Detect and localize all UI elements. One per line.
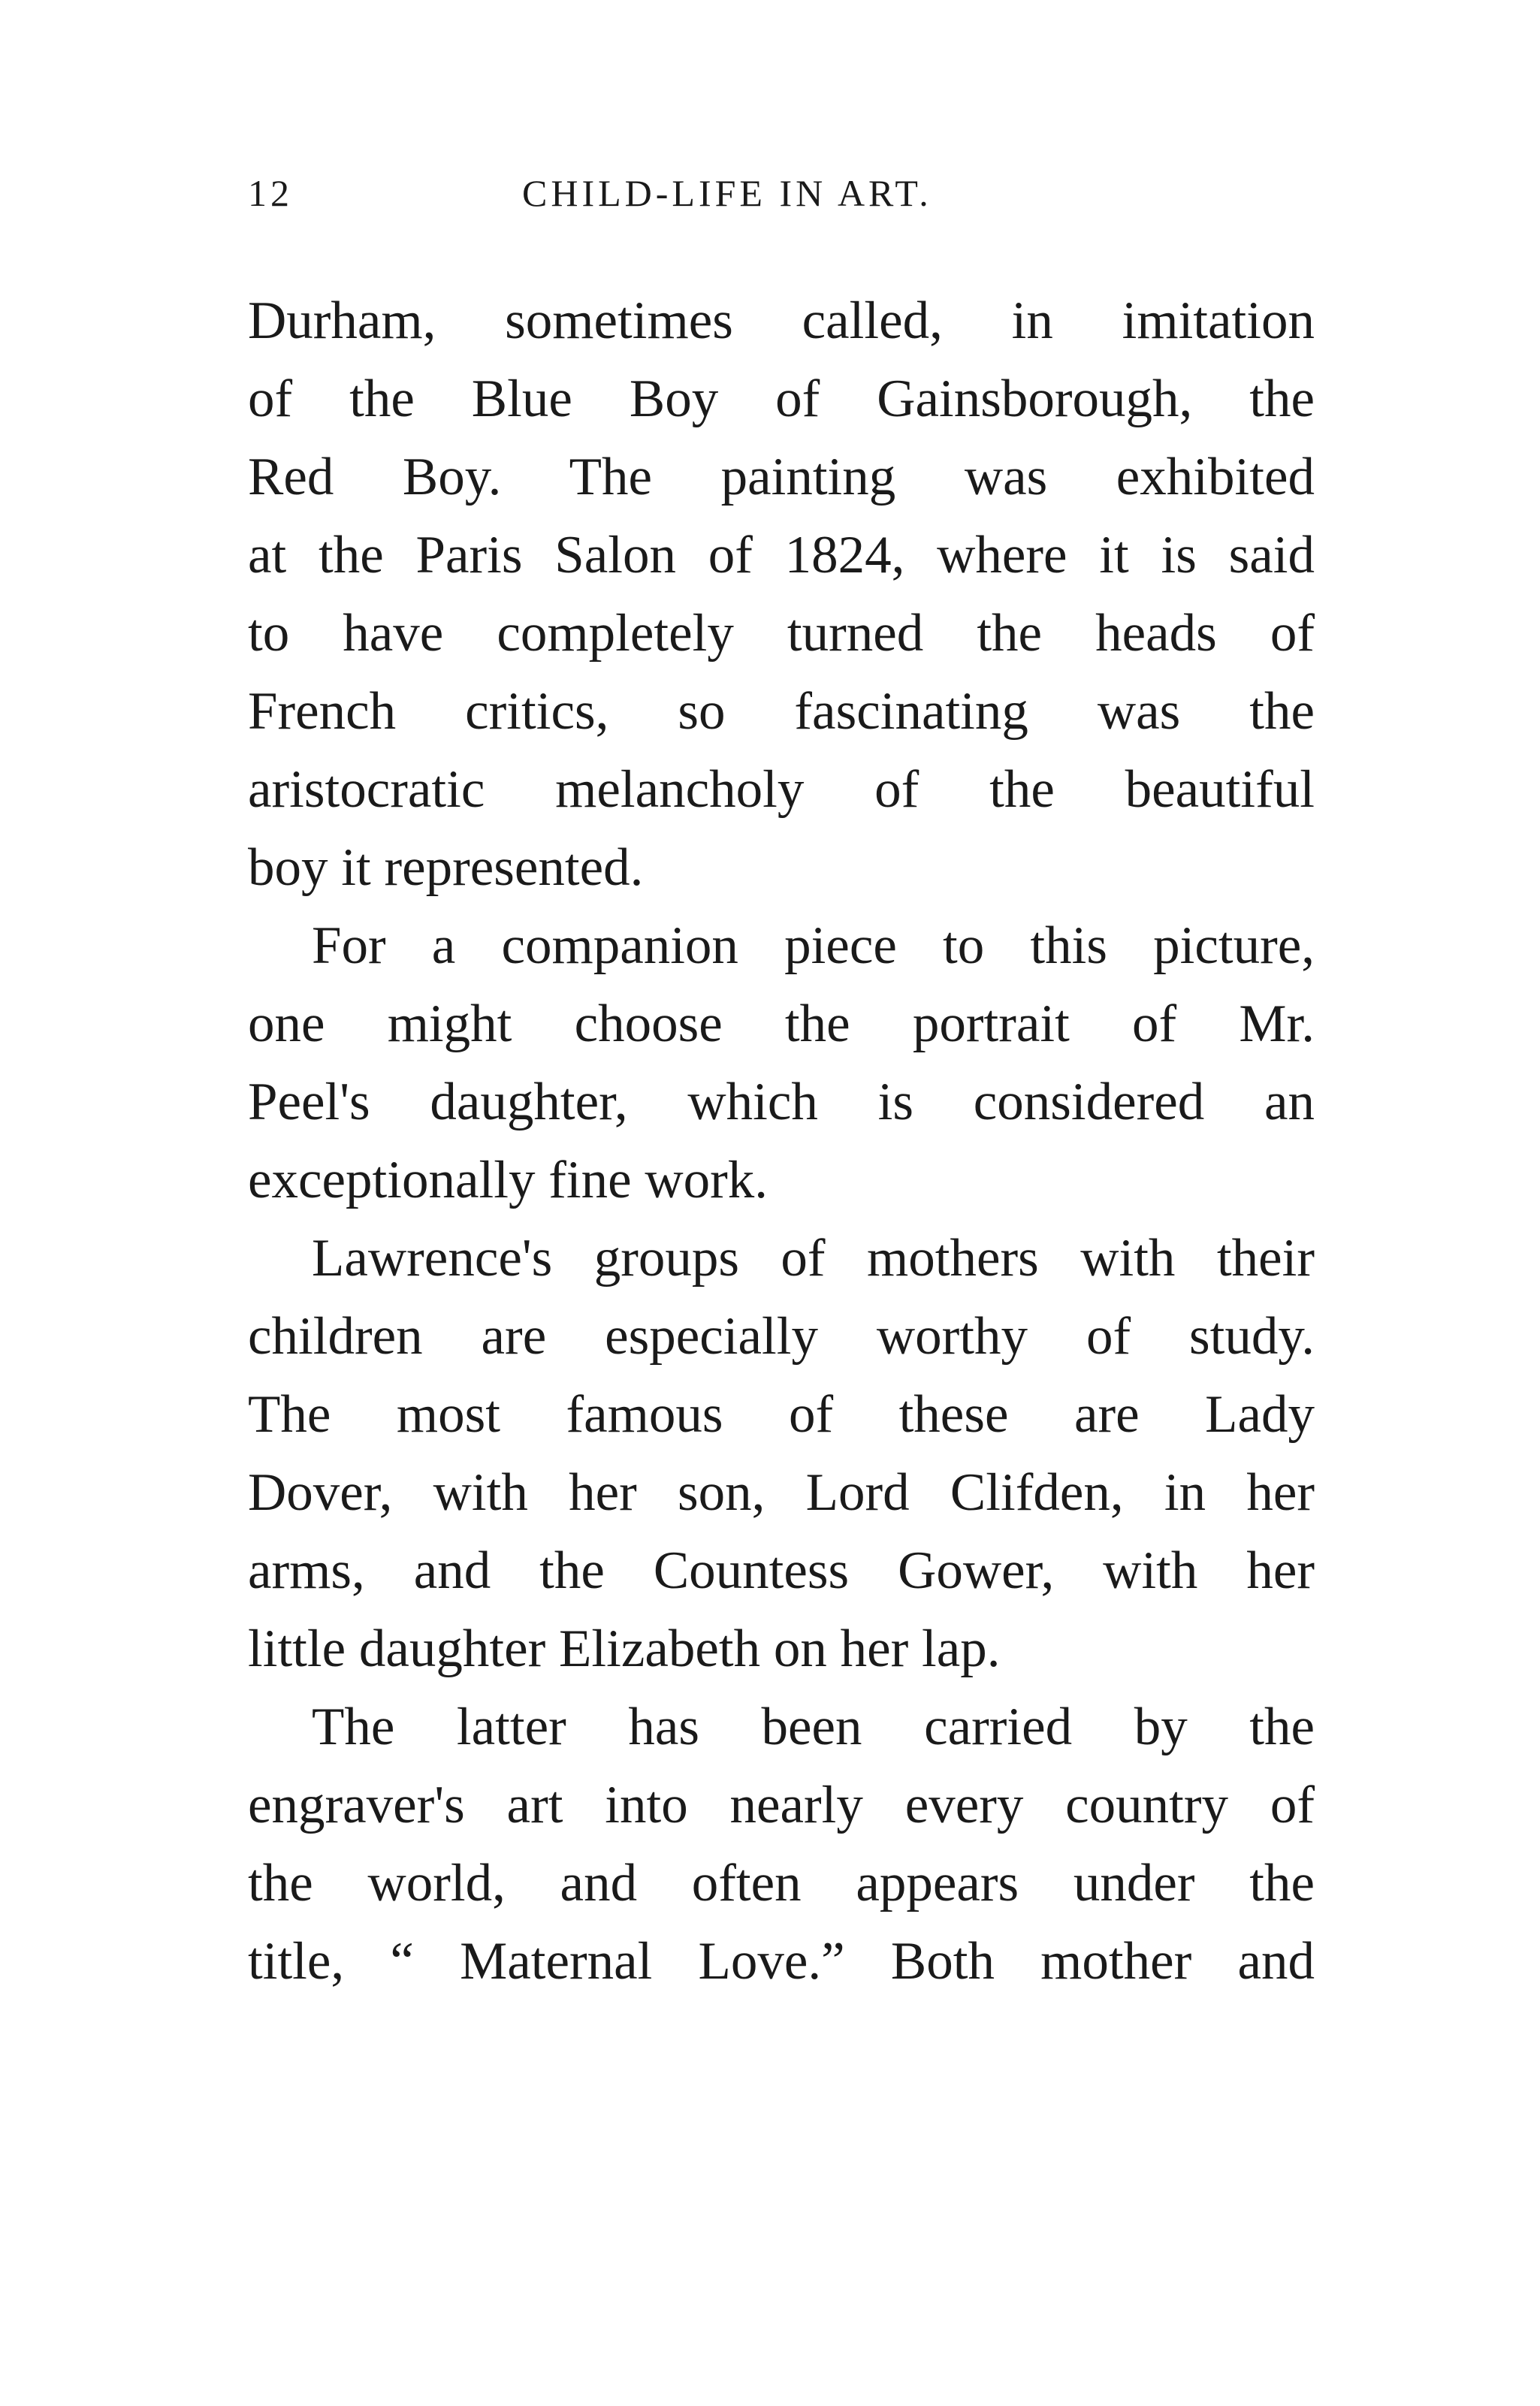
- running-title: CHILD-LIFE IN ART.: [522, 172, 932, 214]
- text-line: The most famous of these are Lady: [248, 1385, 1315, 1444]
- text-line: For a companion piece to this picture,: [312, 916, 1315, 975]
- text-line: Peel's daughter, which is considered an: [248, 1073, 1315, 1131]
- text-line: engraver's art into nearly every country of: [248, 1776, 1315, 1834]
- text-line: Lawrence's groups of mothers with their: [312, 1229, 1315, 1288]
- paragraph: [248, 282, 1315, 907]
- text-line: at the Paris Salon of 1824, where it is said: [248, 526, 1315, 584]
- paragraph: [248, 907, 1315, 1219]
- text-line: boy it represented.: [248, 838, 644, 897]
- text-line: French critics, so fascinating was the: [248, 682, 1315, 741]
- text-line: Dover, with her son, Lord Clifden, in her: [248, 1463, 1315, 1522]
- running-head: [248, 171, 1315, 224]
- text-line: the world, and often appears under the: [248, 1854, 1315, 1912]
- text-line: The latter has been carried by the: [312, 1698, 1315, 1756]
- text-line: children are especially worthy of study.: [248, 1307, 1315, 1366]
- text-line: Red Boy. The painting was exhibited: [248, 448, 1315, 506]
- text-line: of the Blue Boy of Gainsborough, the: [248, 370, 1315, 428]
- text-line: arms, and the Countess Gower, with her: [248, 1541, 1315, 1600]
- paragraph: [248, 1688, 1315, 2000]
- text-line: one might choose the portrait of Mr.: [248, 995, 1315, 1053]
- page-number: 12: [248, 172, 293, 214]
- text-line: aristocratic melancholy of the beautiful: [248, 760, 1315, 819]
- paragraph: [248, 1219, 1315, 1688]
- text-line: exceptionally fine work.: [248, 1151, 768, 1209]
- text-line: little daughter Elizabeth on her lap.: [248, 1620, 1001, 1678]
- text-line: Durham, sometimes called, in imitation: [248, 291, 1315, 350]
- text-line: title, “ Maternal Love.” Both mother and: [248, 1932, 1315, 1991]
- text-line: to have completely turned the heads of: [248, 604, 1315, 663]
- body-text: [248, 282, 1315, 2000]
